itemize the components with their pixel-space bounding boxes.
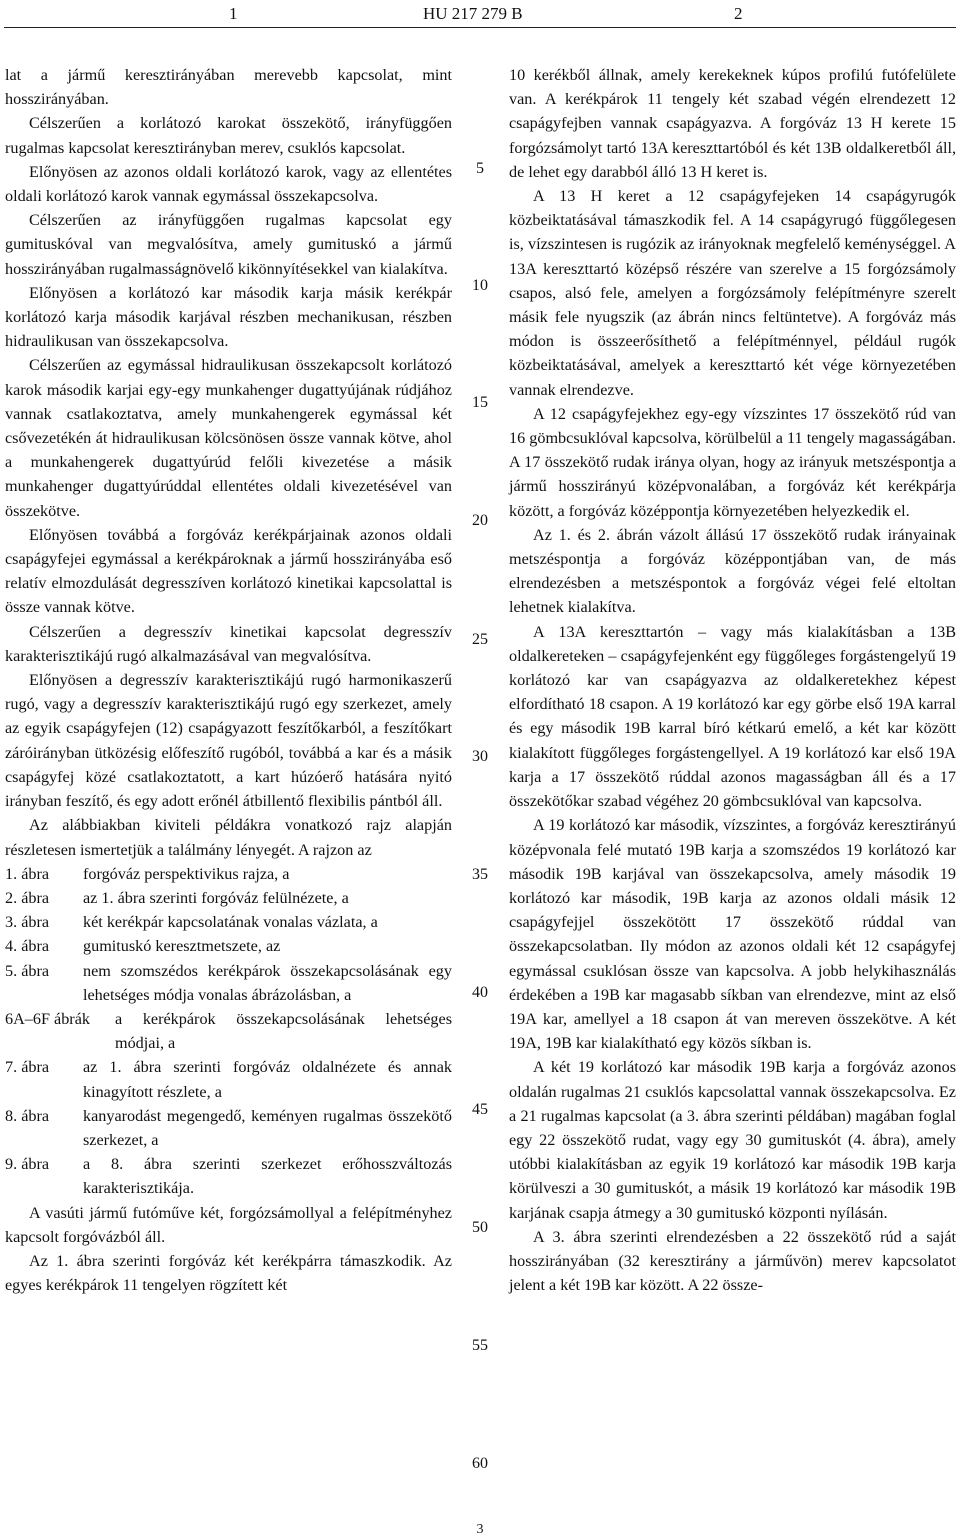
figure-number: 6A–6F ábrák: [5, 1009, 90, 1028]
paragraph: Célszerűen az egymással hidraulikusan összekapcsolt korlátozó karok második karjai egy-egy munkahenger dugattyújának rúdjához vannak csatlakoztatva, amely munkahengerek egymással két csővezetékén át hidraulikusan kölcsönösen össze vannak kötve, ahol a munkahengerek dugattyúrúd felőli kivezetése a másik munkahenger dugattyúrúddal ellentétes oldali kivezetésével van összekötve.: [5, 356, 452, 520]
figure-description: a 8. ábra szerinti szerkezet erőhosszváltozás karakterisztikája.: [83, 1155, 452, 1198]
line-number: 10: [472, 277, 488, 294]
line-number: 40: [472, 984, 488, 1001]
header-rule: [4, 27, 956, 28]
paragraph: A két 19 korlátozó kar második 19B karja a forgóváz azonos oldalán rugalmas 21 csuklós kapcsolattal vannak összekapcsolva. Ez a 21 rugalmas kapcsolat (a 3. ábra szerinti példában) magában foglal egy 22 összekötő rudat, vagy egy 30 gumituskót (4. ábra), amely utóbbi kialakításban az egyik 19 korlátozó kar második 19B karja körülveszi a 30 gumituskót, a másik 19 korlátozó kar második 19B karjának csapja átmegy a 30 gumituskó központi nyílásán.: [509, 1058, 956, 1222]
figure-description: forgóváz perspektivikus rajza, a: [83, 864, 290, 883]
figure-list-item: [5, 1152, 452, 1200]
paragraph: Célszerűen az irányfüggően rugalmas kapcsolat egy gumituskóval van megvalósítva, amely gumituskó a jármű hosszirányában rugalmasságnövelő kikönnyítésekkel van kialakítva.: [5, 211, 452, 278]
line-number: 20: [472, 512, 488, 529]
figure-list-item: [5, 862, 452, 886]
paragraph: Célszerűen a degresszív kinetikai kapcsolat degresszív karakterisztikájú rugó alkalmazásával van megvalósítva.: [5, 622, 452, 665]
header-right-page-number: 2: [734, 4, 743, 23]
figure-number: 7. ábra: [5, 1058, 50, 1077]
figure-number: 1. ábra: [5, 864, 50, 883]
figure-description: a kerékpárok összekapcsolásának lehetséges módjai, a: [115, 1009, 452, 1053]
line-number: 5: [476, 160, 484, 177]
figure-description: két kerékpár kapcsolatának vonalas vázlata, a: [83, 913, 378, 932]
line-number: 30: [472, 748, 488, 765]
paragraph: 10 kerékből állnak, amely kerekeknek kúpos profilú futófelülete van. A kerékpárok 11 tengely két szabad végén elrendezett 12 csapágyfejben vannak csapágyazva. A forgóváz 13 H kerete 15 forgózsámolyt tartó 13A kereszttartóból és két 13B oldalkeretből áll, de lehet egy darabból álló 13 H keret is.: [509, 66, 956, 181]
figure-description: kanyarodást megengedő, keményen rugalmas összekötő szerkezet, a: [83, 1106, 452, 1149]
page-header: [0, 4, 960, 26]
paragraph: A 13A kereszttartón – vagy más kialakításban a 13B oldalkereteken – csapágyfejenként egy függőleges forgástengelyű 19 korlátozó kar van csapágyazva az oldalkeretekhez képest elfordítható 18 csapon. A 19 korlátozó kar egy görbe első 19A karral és egy második 19B karral bíró kétkarú emelő, a két kar között kialakított függőleges forgástengellyel. A 19 korlátozó kar első 19A karja a 17 összekötő rúddal azonos magasságban áll és a 17 összekötőkar szabad végéhez 20 gömbcsuklóval van kapcsolva.: [509, 622, 956, 811]
line-number: 50: [472, 1219, 488, 1236]
figure-number: 8. ábra: [5, 1106, 50, 1125]
figure-number: 9. ábra: [5, 1155, 50, 1174]
figure-description: nem szomszédos kerékpárok összekapcsolásának egy lehetséges módja vonalas ábrázolásban, a: [83, 961, 452, 1004]
line-number: 25: [472, 631, 488, 648]
figure-description: az 1. ábra szerinti forgóváz oldalnézete és annak kinagyított részlete, a: [83, 1058, 452, 1101]
figure-list: [5, 862, 452, 1201]
paragraph: Előnyösen a korlátozó kar második karja másik kerékpár korlátozó karja második karjával részben mechanikusan, részben hidraulikusan van összekapcsolva.: [5, 283, 452, 351]
paragraph: A 12 csapágyfejekhez egy-egy vízszintes 17 összekötő rúd van 16 gömbcsuklóval kapcsolva, körülbelül a 11 tengely magasságában. A 17 összekötő rudak iránya olyan, hogy az irányuk metszéspontja a jármű hosszirányú középvonalában, a forgóváz két kerékpárja között, a forgóváz középpontja környezetében helyezkedik el.: [509, 404, 956, 520]
figure-list-item: [5, 1055, 452, 1103]
paragraph: Az 1. és 2. ábrán vázolt állású 17 összekötő rudak irányainak metszéspontja a forgóváz középpontjában van, de más elrendezésben a metszéspontok a forgóváz végei felé eltoltan lehetnek kialakítva.: [509, 525, 956, 617]
figure-list-item: [5, 934, 452, 958]
paragraph: A 3. ábra szerinti elrendezésben a 22 összekötő rúd a saját hosszirányában (32 keresztirány a járművön) merev kapcsolatot jelent a két 19B kar között. A 22 össze-: [509, 1227, 956, 1295]
line-number: 60: [472, 1455, 488, 1472]
paragraph: Előnyösen az azonos oldali korlátozó karok, vagy az ellentétes oldali korlátozó karok vannak egymással összekapcsolva.: [5, 162, 452, 206]
paragraph: Az 1. ábra szerinti forgóváz két kerékpárra támaszkodik. Az egyes kerékpárok 11 tengelyen rögzített két: [5, 1251, 452, 1295]
paragraph: A 13 H keret a 12 csapágyfejeken 14 csapágyrugók közbeiktatásával támaszkodik fel. A 14 csapágyrugó függőlegesen is, vízszintesen is rugózik az irányoknak megfelelő keménységgel. A 13A kereszttartó középső részére van szerelve a 15 forgózsámoly csapos, alsó fele, amelyen a forgózsámoly felépítményre szerelt másik fele nyugszik (az ábrán nincs feltüntetve). A forgóváz más módon is összeerősíthető a felépítménnyel, például rugók közbeiktatásával, amelyek a kereszttartó két vége környezetében vannak elrendezve.: [509, 187, 956, 399]
left-column: [5, 63, 452, 1297]
right-column: [509, 63, 956, 1297]
paragraph: Célszerűen a korlátozó karokat összekötő, irányfüggően rugalmas kapcsolat keresztirányban merev, csuklós kapcsolat.: [5, 114, 452, 157]
paragraph: Előnyösen továbbá a forgóváz kerékpárjainak azonos oldali csapágyfejei egymással a kerékpároknak a jármű hosszirányába eső relatív elmozdulását degresszíven korlátozó kinetikai kapcsolattal is össze vannak kötve.: [5, 525, 452, 617]
figure-list-item: [5, 910, 452, 934]
paragraph: Előnyösen a degresszív karakterisztikájú rugó harmonikaszerű rugó, vagy a degresszív karakterisztikájú rugó egy szerkezet, amely az egyik csapágyfejen (12) csapágyazott feszítőkarból, a feszítőkart záróirányban ütközésig előfeszítő rugóból, továbbá a kar és a másik csapágyfej közé csatlakoztatott, a kart húzóerő hatására nyitó irányban feszítő, és egy adott erőnél átbillentő flexibilis pántból áll.: [5, 671, 452, 811]
page-footer-number: 3: [476, 1522, 484, 1537]
figure-list-item: [5, 1104, 452, 1152]
figure-list-item: [5, 1007, 452, 1055]
paragraph: A vasúti jármű futóműve két, forgózsámollyal a felépítményhez kapcsolt forgóvázból áll.: [5, 1203, 452, 1246]
figure-number: 2. ábra: [5, 888, 50, 907]
paragraph: Az alábbiakban kiviteli példákra vonatkozó rajz alapján részletesen ismertetjük a találmány lényegét. A rajzon az: [5, 816, 452, 859]
figure-number: 3. ábra: [5, 913, 50, 932]
paragraph: lat a jármű keresztirányában merevebb kapcsolat, mint hosszirányában.: [5, 66, 452, 109]
header-left-page-number: 1: [229, 4, 238, 23]
figure-description: gumituskó keresztmetszete, az: [83, 937, 281, 956]
figure-list-item: [5, 886, 452, 910]
figure-number: 5. ábra: [5, 961, 50, 980]
line-number: 55: [472, 1337, 488, 1354]
figure-list-item: [5, 959, 452, 1007]
figure-description: az 1. ábra szerinti forgóváz felülnézete, a: [83, 888, 349, 907]
line-number: 15: [472, 394, 488, 411]
paragraph: A 19 korlátozó kar második, vízszintes, a forgóváz keresztirányú középvonala felé mutató 19B karja a szomszédos 19 korlátozó kar második 19B karjával van összekapcsolva, amely második 19 korlátozó kar második, 19B karja az azonos oldali másik 12 csapágyfejjel összekötött 17 összekötő rúddal van összekapcsolatban. Ily módon az azonos oldali két 12 csapágyfej egymással csuklósan össze van kapcsolva. A jobb helykihasználás érdekében a 19B kar magasabb síkban van elrendezve, mint az első 19A kar, amellyel a 18 csapon át van mereven összekötve. A két 19A, 19B kar kialakítható egy közös síkban is.: [509, 816, 956, 1053]
header-patent-number: HU 217 279 B: [423, 4, 523, 23]
line-number: 45: [472, 1101, 488, 1118]
figure-number: 4. ábra: [5, 937, 50, 956]
line-number: 35: [472, 866, 488, 883]
